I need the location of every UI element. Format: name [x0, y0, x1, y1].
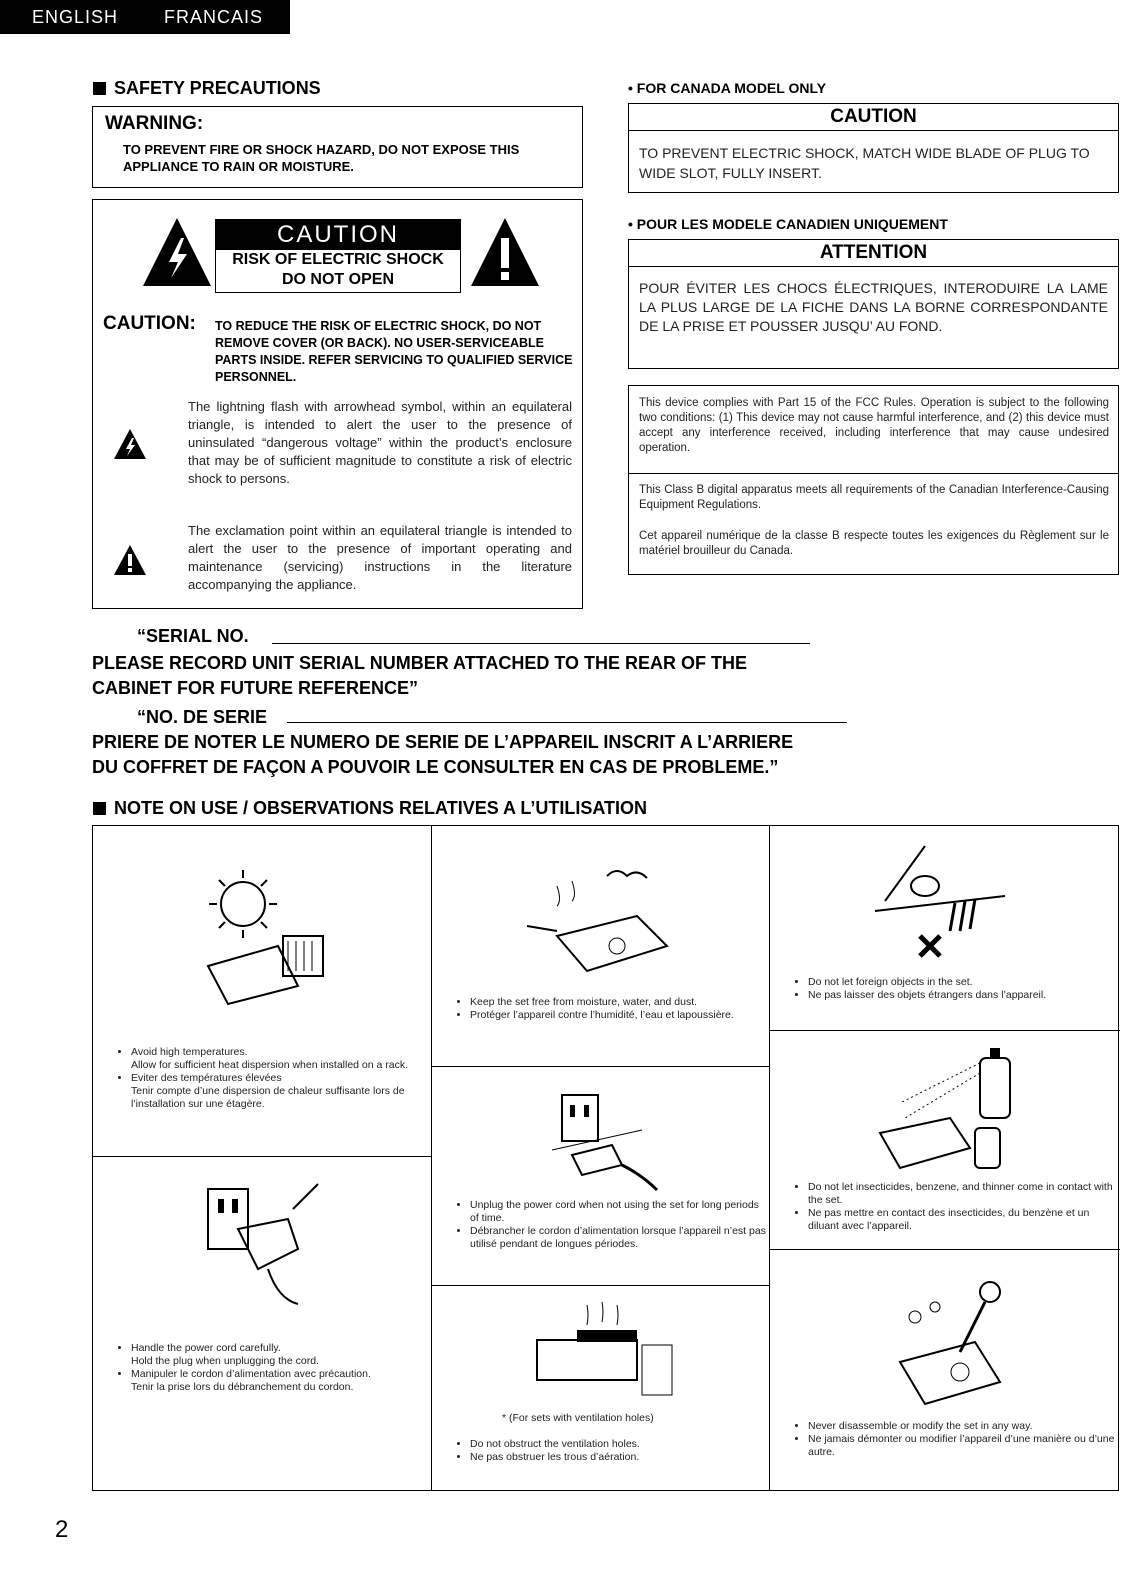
disassemble-icon	[880, 1272, 1020, 1412]
unplug-icon	[542, 1085, 662, 1195]
caution-text: TO REDUCE THE RISK OF ELECTRIC SHOCK, DO NOT REMOVE COVER (OR BACK). NO USER-SERVICEABLE PARTS INSIDE. REFER SERVICING TO QUALIFIED SERVICE PERSONNEL.	[215, 319, 573, 384]
note-unplug-fr: • Débrancher le cordon d’alimentation lorsque l’appareil n’est pas utilisé pendant de longues périodes.	[470, 1225, 770, 1251]
note-heat-en: • Avoid high temperatures. Allow for sufficient heat dispersion when installed on a rack.	[131, 1046, 431, 1072]
canada-fr-label-text: POUR LES MODELE CANADIEN UNIQUEMENT	[636, 216, 948, 232]
canada-fr-text: POUR ÉVITER LES CHOCS ÉLECTRIQUES, INTERODUIRE LA LAME LA PLUS LARGE DE LA FICHE DANS LA BORNE CORRESPONDANTE DE LA PRISE ET POUSSER JUSQU’ AU FOND.	[639, 280, 1108, 334]
fcc-box	[628, 385, 1119, 575]
ventilation-icon	[527, 1300, 677, 1400]
safety-heading	[93, 78, 321, 99]
note-unplug-en: • Unplug the power cord when not using the set for long periods of time.	[470, 1199, 770, 1225]
note-moisture-fr: • Protéger l’appareil contre l’humidité, l’eau et lapoussière.	[470, 1009, 770, 1022]
serial-fr-label: “NO. DE SERIE	[137, 707, 268, 727]
sun-heat-icon	[188, 866, 338, 1006]
serial-en-line1: PLEASE RECORD UNIT SERIAL NUMBER ATTACHED TO THE REAR OF THE	[92, 653, 748, 673]
bullet-square-icon	[93, 82, 106, 95]
note-insect-fr: • Ne pas mettre en contact des insecticides, du benzène et un diluant avec l’appareil.	[808, 1207, 1118, 1233]
serial-en-label: “SERIAL NO.	[137, 626, 249, 646]
ventilation-note: * (For sets with ventilation holes)	[502, 1412, 654, 1424]
risk-line1: RISK OF ELECTRIC SHOCK	[232, 251, 444, 268]
serial-en-line2: CABINET FOR FUTURE REFERENCE”	[92, 678, 419, 698]
serial-fr-line2: DU COFFRET DE FAÇON A POUVOIR LE CONSULTER EN CAS DE PROBLEME.”	[92, 757, 779, 777]
warning-box	[92, 106, 583, 188]
note-foreign-fr: • Ne pas laisser des objets étrangers dans l’appareil.	[808, 989, 1118, 1002]
serial-fr-line1: PRIERE DE NOTER LE NUMERO DE SERIE DE L’APPAREIL INSCRIT A L’ARRIERE	[92, 732, 794, 752]
note-cell-ventilation	[432, 1286, 769, 1492]
serial-fr-line	[287, 722, 847, 723]
page-number: 2	[55, 1516, 69, 1543]
caution-label-box	[215, 219, 461, 293]
note-disassemble-fr: • Ne jamais démonter ou modifier l’appareil d’une manière ou d’une autre.	[808, 1433, 1118, 1459]
canada-fr-title: ATTENTION	[629, 240, 1118, 267]
classb-text: This Class B digital apparatus meets all requirements of the Canadian Interference-Causing Equipment Regulations.	[639, 484, 1109, 511]
bullet-square-icon	[93, 802, 106, 815]
lightning-small-icon	[113, 428, 147, 460]
spray-can-icon	[860, 1043, 1030, 1173]
lightning-triangle-icon	[141, 216, 213, 288]
canada-en-text: TO PREVENT ELECTRIC SHOCK, MATCH WIDE BLADE OF PLUG TO WIDE SLOT, FULLY INSERT.	[639, 145, 1090, 181]
note-moisture-en: • Keep the set free from moisture, water, and dust.	[470, 996, 770, 1009]
note-cord-en: • Handle the power cord carefully. Hold the plug when unplugging the cord.	[131, 1342, 431, 1368]
note-cell-moisture	[432, 826, 769, 1066]
serial-en-line	[272, 643, 810, 644]
note-vent-en: • Do not obstruct the ventilation holes.	[470, 1438, 770, 1451]
notes-grid	[92, 825, 1119, 1491]
canada-en-box	[628, 103, 1119, 193]
note-cell-power-cord	[93, 1157, 431, 1492]
exclamation-small-icon	[113, 544, 147, 576]
classb-fr-text: Cet appareil numérique de la classe B respecte toutes les exigences du Règlement sur le matériel brouilleur du Canada.	[639, 530, 1109, 557]
language-tabs	[0, 0, 290, 34]
lightning-text: The lightning flash with arrowhead symbol, within an equilateral triangle, is intended to alert the user to the presence of uninsulated “dangerous voltage” within the product’s enclosure that may be of sufficient magnitude to constitute a risk of electric shock to persons.	[188, 399, 572, 486]
foreign-objects-icon	[865, 841, 1015, 961]
note-cell-insecticides	[770, 1031, 1120, 1249]
caution-prefix: CAUTION:	[103, 313, 196, 334]
note-cell-heat	[93, 826, 431, 1156]
risk-line2: DO NOT OPEN	[281, 271, 394, 288]
canada-en-label: • FOR CANADA MODEL ONLY	[628, 80, 827, 96]
tab-francais[interactable]: FRANCAIS	[164, 6, 264, 27]
note-cell-foreign-objects	[770, 826, 1120, 1030]
warning-text: TO PREVENT FIRE OR SHOCK HAZARD, DO NOT EXPOSE THIS APPLIANCE TO RAIN OR MOISTURE.	[123, 142, 520, 174]
caution-label: CAUTION	[216, 220, 460, 250]
canada-en-label-text: FOR CANADA MODEL ONLY	[636, 80, 827, 96]
notes-heading-text: NOTE ON USE / OBSERVATIONS RELATIVES A L’UTILISATION	[114, 798, 648, 818]
note-insect-en: • Do not let insecticides, benzene, and thinner come in contact with the set.	[808, 1181, 1118, 1207]
canada-en-title: CAUTION	[629, 104, 1118, 131]
notes-heading	[93, 798, 647, 819]
caution-box	[92, 199, 583, 609]
note-heat-fr: • Eviter des températures élevées Tenir compte d’une dispersion de chaleur suffisante lors de l’installation sur une étagère.	[131, 1072, 431, 1111]
note-cord-fr: • Manipuler le cordon d’alimentation avec précaution. Tenir la prise lors du débranchement du cordon.	[131, 1368, 431, 1394]
warning-title: WARNING:	[105, 113, 204, 134]
note-cell-unplug	[432, 1067, 769, 1285]
exclaim-text: The exclamation point within an equilateral triangle is intended to alert the user to the presence of important operating and maintenance (servicing) instructions in the literature accompanying the appliance.	[188, 523, 572, 592]
canada-fr-label: • POUR LES MODELE CANADIEN UNIQUEMENT	[628, 216, 948, 232]
note-disassemble-en: • Never disassemble or modify the set in any way.	[808, 1420, 1118, 1433]
canada-fr-box	[628, 239, 1119, 369]
exclamation-triangle-icon	[469, 216, 541, 288]
moisture-dust-icon	[517, 846, 687, 976]
tab-english[interactable]: ENGLISH	[32, 6, 119, 27]
note-vent-fr: • Ne pas obstruer les trous d’aération.	[470, 1451, 770, 1464]
fcc-text: This device complies with Part 15 of the FCC Rules. Operation is subject to the following two conditions: (1) This device may not cause harmful interference, and (2) this device must accept any interference received, including interference that may cause undesired operation.	[639, 397, 1109, 454]
note-foreign-en: • Do not let foreign objects in the set.	[808, 976, 1118, 989]
safety-heading-text: SAFETY PRECAUTIONS	[114, 78, 321, 98]
note-cell-disassemble	[770, 1250, 1120, 1492]
power-outlet-hand-icon	[198, 1179, 328, 1309]
fcc-divider	[629, 473, 1118, 474]
